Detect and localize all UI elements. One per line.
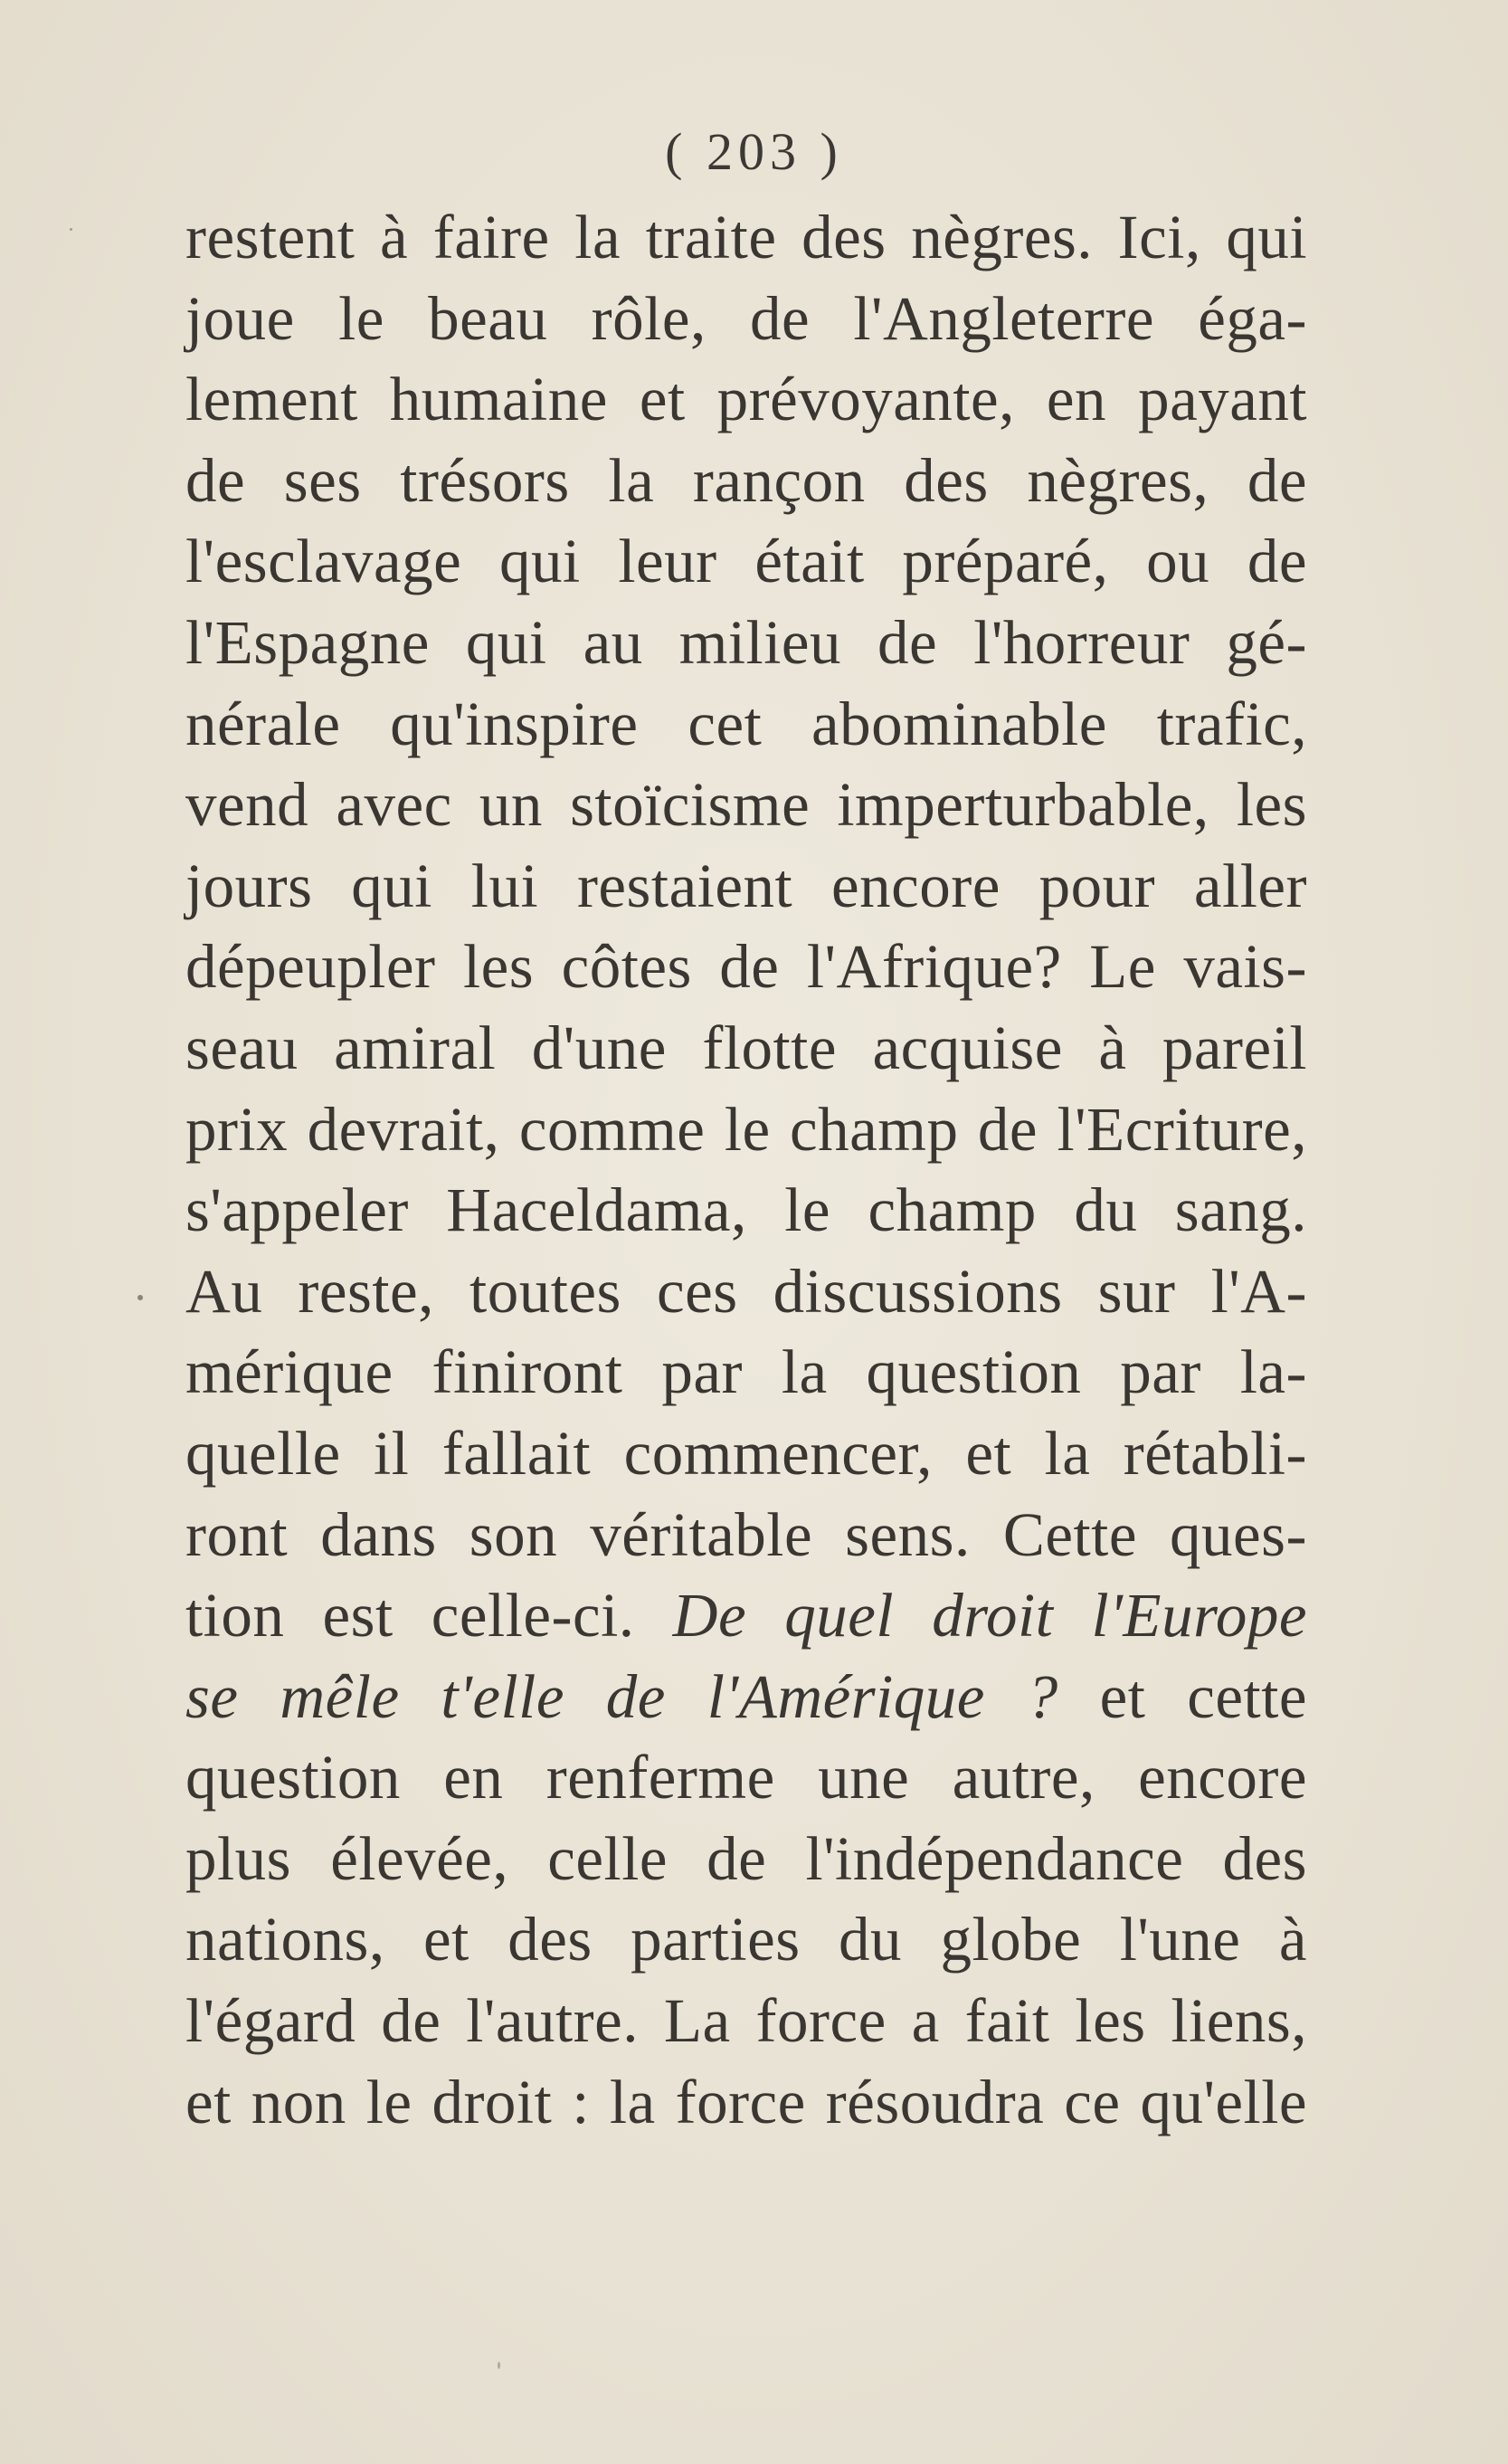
- text-line-22: nations, et des parties du globe l'une à: [185, 1905, 1307, 1974]
- text-line-15: mérique finiront par la question par la-: [185, 1337, 1307, 1407]
- text-line-21: plus élevée, celle de l'indépendance des: [185, 1823, 1307, 1893]
- text-line-11: seau amiral d'une flotte acquise à pareil: [185, 1013, 1307, 1082]
- text-line-19: [185, 1657, 1307, 1738]
- text-line-6: l'Espagne qui au milieu de l'horreur gé-: [185, 607, 1307, 677]
- text-line-17: ront dans son véritable sens. Cette ques-: [185, 1499, 1307, 1569]
- paper-speck: [70, 228, 72, 231]
- text-line-3: lement humaine et prévoyante, en payant: [185, 365, 1307, 434]
- text-line-14: Au reste, toutes ces discussions sur l'A-: [185, 1256, 1307, 1326]
- text-line-18-roman: tion est celle-ci.: [185, 1581, 673, 1651]
- text-line-7: nérale qu'inspire cet abominable trafic,: [185, 689, 1307, 758]
- text-line-19-roman: et cette: [1057, 1661, 1307, 1731]
- text-line-13: s'appeler Haceldama, le champ du sang.: [185, 1175, 1307, 1245]
- text-line-19-italic: se mêle t'elle de l'Amérique ?: [185, 1661, 1058, 1731]
- body-text: [185, 197, 1307, 2143]
- text-line-5: l'esclavage qui leur était préparé, ou de: [185, 527, 1307, 596]
- text-line-12: prix devrait, comme le champ de l'Ecriture,: [185, 1094, 1307, 1164]
- text-line-20: question en renferme une autre, encore: [185, 1743, 1307, 1812]
- text-line-24: et non le droit : la force résoudra ce qu'elle: [185, 2067, 1307, 2136]
- text-line-1: restent à faire la traite des nègres. Ici, qui: [185, 203, 1307, 271]
- text-line-2: joue le beau rôle, de l'Angleterre éga-: [185, 283, 1307, 353]
- paper-speck: [138, 1295, 143, 1300]
- text-line-8: vend avec un stoïcisme imperturbable, les: [185, 770, 1307, 840]
- text-line-9: jours qui lui restaient encore pour aller: [185, 851, 1307, 920]
- paper-speck: [498, 2362, 500, 2369]
- text-line-18-italic: De quel droit l'Europe: [672, 1581, 1307, 1651]
- text-line-4: de ses trésors la rançon des nègres, de: [185, 445, 1307, 515]
- text-line-10: dépeupler les côtes de l'Afrique? Le vais-: [185, 932, 1307, 1002]
- page-number: ( 203 ): [665, 122, 843, 181]
- text-line-18: [185, 1575, 1307, 1657]
- text-line-23: l'égard de l'autre. La force a fait les liens,: [185, 1986, 1307, 2056]
- text-line-16: quelle il fallait commencer, et la rétabli-: [185, 1418, 1307, 1488]
